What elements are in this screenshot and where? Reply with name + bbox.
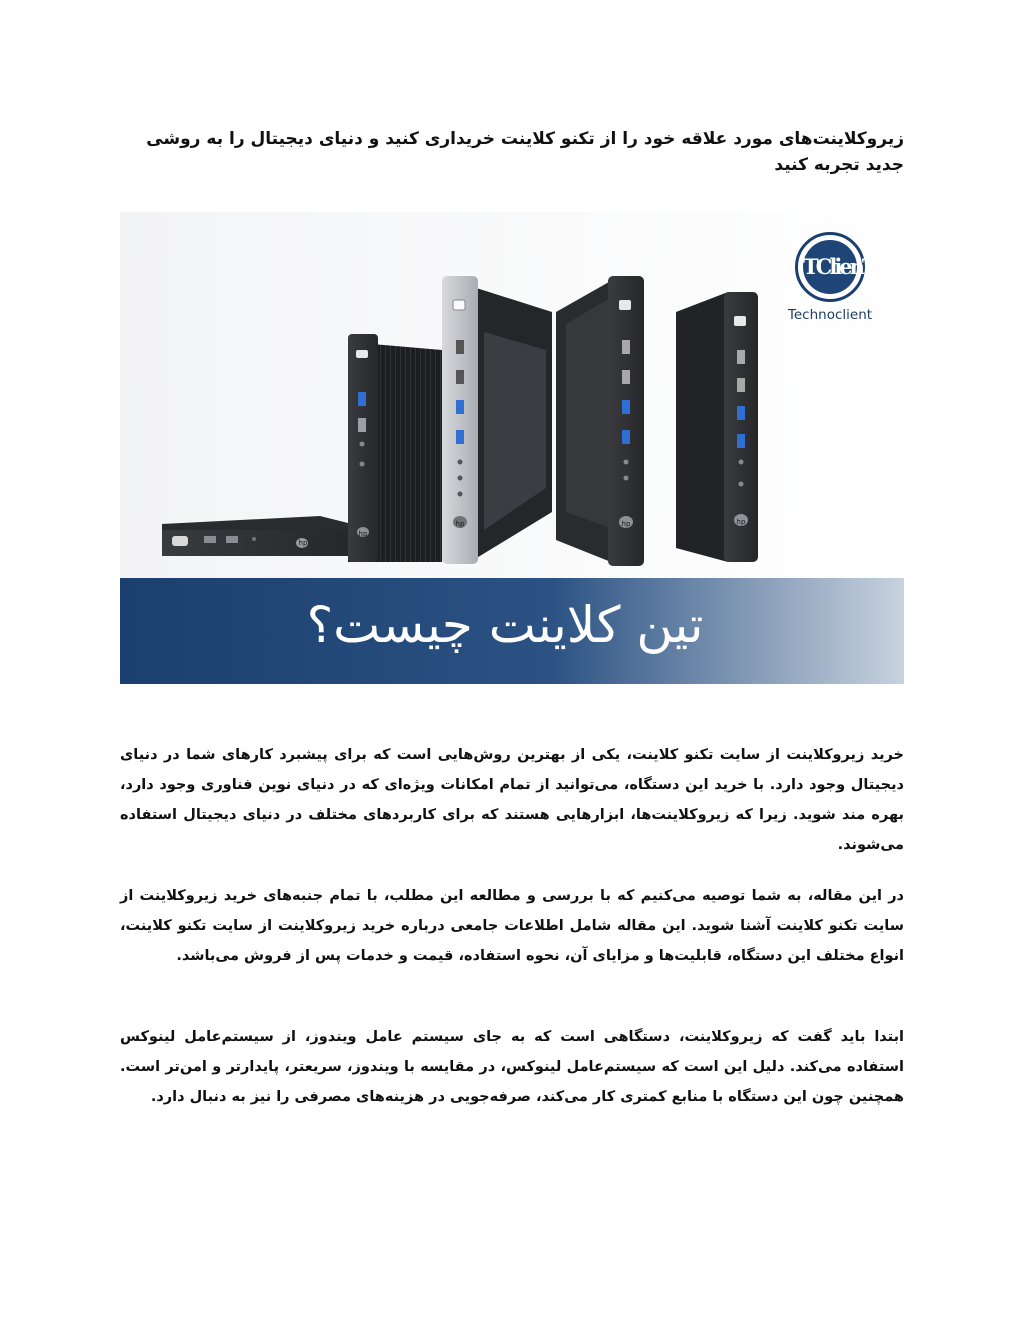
logo-wordmark: Technoclient [787, 307, 873, 323]
logo-emblem [795, 232, 875, 302]
thin-client-tall-dark [556, 276, 644, 566]
hp-logo-4: hp [621, 520, 631, 528]
hp-logo-1: hp [298, 539, 308, 547]
hp-logo-5: hp [736, 518, 746, 526]
hp-logo-3: hp [455, 520, 465, 528]
hero-image [120, 212, 904, 684]
page-title: زیروکلاینت‌های مورد علاقه خود را از تکنو کلاینت خریداری کنید و دنیای دیجیتال را به روشی جدید تجربه کنید [146, 129, 904, 175]
thin-client-medium-dark [676, 292, 758, 562]
banner-heading: تین کلاینت چیست؟ [306, 596, 704, 654]
logo-monogram: TClienT [803, 240, 857, 294]
paragraph-intro: خرید زیروکلاینت از سایت تکنو کلاینت، یکی از بهترین روش‌هایی است که برای پیشبرد کارهای شما در دنیای دیجیتال وجود دارد. با خرید این دستگاه، می‌توانید از تمام امکانات ویژه‌ای که در دنیای نوین فناوری وجود دارد، بهره مند شوید. زیرا که زیروکلاینت‌ها، ابزارهایی هستند که برای کاربردهای مختلف در دنیای دیجیتال استفاده می‌شوند. [120, 747, 904, 853]
thin-client-small-dark [348, 334, 442, 562]
hp-logo-2: hp [358, 530, 368, 538]
paragraph-article-scope: در این مقاله، به شما توصیه می‌کنیم که با بررسی و مطالعه این مطلب، با تمام جنبه‌های خرید زیروکلاینت از سایت تکنو کلاینت آشنا شوید. این مقاله شامل اطلاعات جامعی درباره خرید زیروکلاینت از سایت تکنو کلاینت، انواع مختلف این دستگاه، قابلیت‌ها و مزایای آن، نحوه استفاده، قیمت و خدمات پس از فروش می‌باشد. [120, 888, 904, 964]
technoclient-logo [774, 232, 886, 323]
paragraph-linux-benefits: ابتدا باید گفت که زیروکلاینت، دستگاهی است که به جای سیستم عامل ویندوز، از سیستم‌عامل لینوکس استفاده می‌کند. دلیل این است که سیستم‌عامل لینوکس، در مقایسه با ویندوز، سریعتر، پایدارتر و امن‌تر است. همچنین چون این دستگاه با منابع کمتری کار می‌کند، صرفه‌جویی در هزینه‌های مصرفی را نیز به دنبال دارد. [120, 1029, 904, 1105]
